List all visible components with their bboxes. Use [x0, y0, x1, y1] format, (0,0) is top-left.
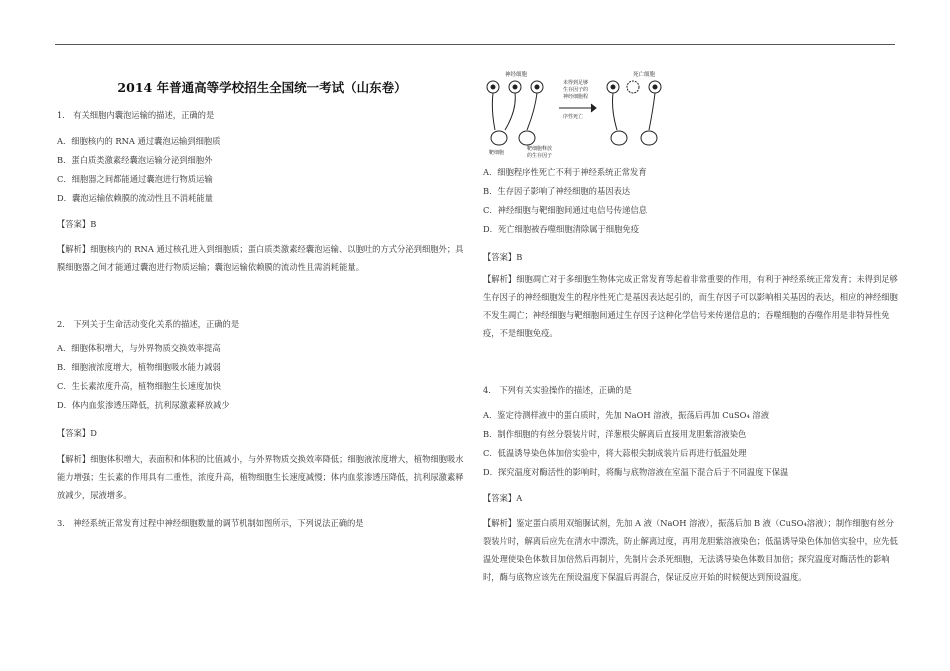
q2-answer: 【答案】D: [57, 428, 97, 438]
q2-option-c: C．生长素浓度升高，植物细胞生长速度加快: [57, 381, 221, 391]
q4-option-d: D．探究温度对酶活性的影响时，将酶与底物溶液在室温下混合后于不同温度下保温: [483, 467, 789, 477]
q2-stem: 2. 下列关于生命活动变化关系的描述，正确的是: [57, 319, 240, 329]
q2-analysis: 【解析】细胞体积增大，表面积和体积的比值减小，与外界物质交换效率降低；细胞液浓度增大，植物细胞吸水能力增强；生长素的作用具有二重性，浓度升高，植物细胞生长速度减慢；体内血浆渗透压降低，抗利尿激素释放减少，尿液增多。: [57, 454, 464, 500]
q3-answer: 【答案】B: [483, 252, 523, 262]
q2-option-d: D．体内血浆渗透压降低，抗利尿激素释放减少: [57, 400, 230, 410]
q1-option-a: A．细胞核内的 RNA 通过囊泡运输到细胞质: [57, 136, 221, 146]
neuron-figure: [483, 70, 683, 158]
q4-option-b: B．制作细胞的有丝分裂装片时，洋葱根尖解离后直接用龙胆紫溶液染色: [483, 429, 747, 439]
q4-answer: 【答案】A: [483, 493, 523, 503]
figure-label-target: 靶细胞: [489, 150, 505, 156]
q3-stem: 3. 神经系统正常发育过程中神经细胞数量的调节机制如图所示，下列说法正确的是: [57, 518, 364, 528]
q4-analysis: 【解析】鉴定蛋白质用双缩脲试剂，先加 A 液（NaOH 溶液），振荡后加 B 液（CuSO₄溶液）；制作细胞有丝分裂装片时，解离后应先在清水中漂洗，防止解离过度，再用龙胆紫溶液染色；低温诱导染色体加倍实验中，应先低温处理使染色体数目加倍然后再制片，先制片会杀死细胞，无法诱导染色体数目加倍；探究温度对酶活性的影响时，酶与底物应该先在预设温度下保温后再混合，保证反应开始的时候便达到预设温度。: [483, 518, 898, 582]
figure-arrow-text-4: 序性死亡: [563, 114, 584, 120]
q1-answer: 【答案】B: [57, 219, 97, 229]
figure-label-factor-1: 靶细胞释放: [527, 146, 553, 152]
q1-analysis: 【解析】细胞核内的 RNA 通过核孔进入到细胞质；蛋白质类激素经囊泡运输、以胞吐的方式分泌到细胞外；具膜细胞器之间才能通过囊泡进行物质运输；囊泡运输依赖膜的流动性且需消耗能量。: [57, 244, 464, 272]
q1-option-c: C．细胞器之间都能通过囊泡进行物质运输: [57, 174, 213, 184]
figure-arrow-text-1: 未得到足够: [563, 80, 589, 86]
figure-arrow-text-2: 生存因子的: [563, 87, 589, 93]
q1-stem: 1. 有关细胞内囊泡运输的描述，正确的是: [57, 110, 215, 120]
q2-option-b: B．细胞液浓度增大，植物细胞吸水能力减弱: [57, 362, 221, 372]
figure-label-neuron: 神经细胞: [505, 72, 528, 78]
q1-option-b: B．蛋白质类激素经囊泡运输分泌到细胞外: [57, 155, 213, 165]
q3-option-c: C．神经细胞与靶细胞间通过电信号传递信息: [483, 205, 647, 215]
q2-option-a: A．细胞体积增大，与外界物质交换效率提高: [57, 343, 221, 353]
q3-option-d: D．死亡细胞被吞噬细胞清除属于细胞免疫: [483, 224, 639, 234]
page-title: 2014 年普通高等学校招生全国统一考试（山东卷）: [117, 80, 407, 95]
q3-option-b: B．生存因子影响了神经细胞的基因表达: [483, 186, 631, 196]
q1-option-d: D．囊泡运输依赖膜的流动性且不消耗能量: [57, 193, 213, 203]
header-rule: [55, 44, 895, 45]
q3-analysis: 【解析】细胞凋亡对于多细胞生物体完成正常发育等起着非常重要的作用，有利于神经系统正常发育；未得到足够生存因子的神经细胞发生的程序性死亡是基因表达起引的，而生存因子可以影响相关基因的表达，相应的神经细胞不发生凋亡；神经细胞与靶细胞间通过生存因子这种化学信号来传递信息的；吞噬细胞的吞噬作用是非特异性免疫，不是细胞免疫。: [483, 274, 898, 338]
figure-arrow-text-3: 神经细胞程: [563, 94, 589, 100]
figure-label-dead: 死亡细胞: [633, 72, 656, 78]
q4-option-c: C．低温诱导染色体加倍实验中，将大蒜根尖制成装片后再进行低温处理: [483, 448, 747, 458]
q4-stem: 4. 下列有关实验操作的描述，正确的是: [483, 385, 632, 395]
q4-option-a: A．鉴定待测样液中的蛋白质时，先加 NaOH 溶液，振荡后再加 CuSO₄ 溶液: [483, 410, 770, 420]
q3-option-a: A．细胞程序性死亡不利于神经系统正常发育: [483, 167, 647, 177]
figure-label-factor-2: 的生存因子: [527, 153, 553, 158]
